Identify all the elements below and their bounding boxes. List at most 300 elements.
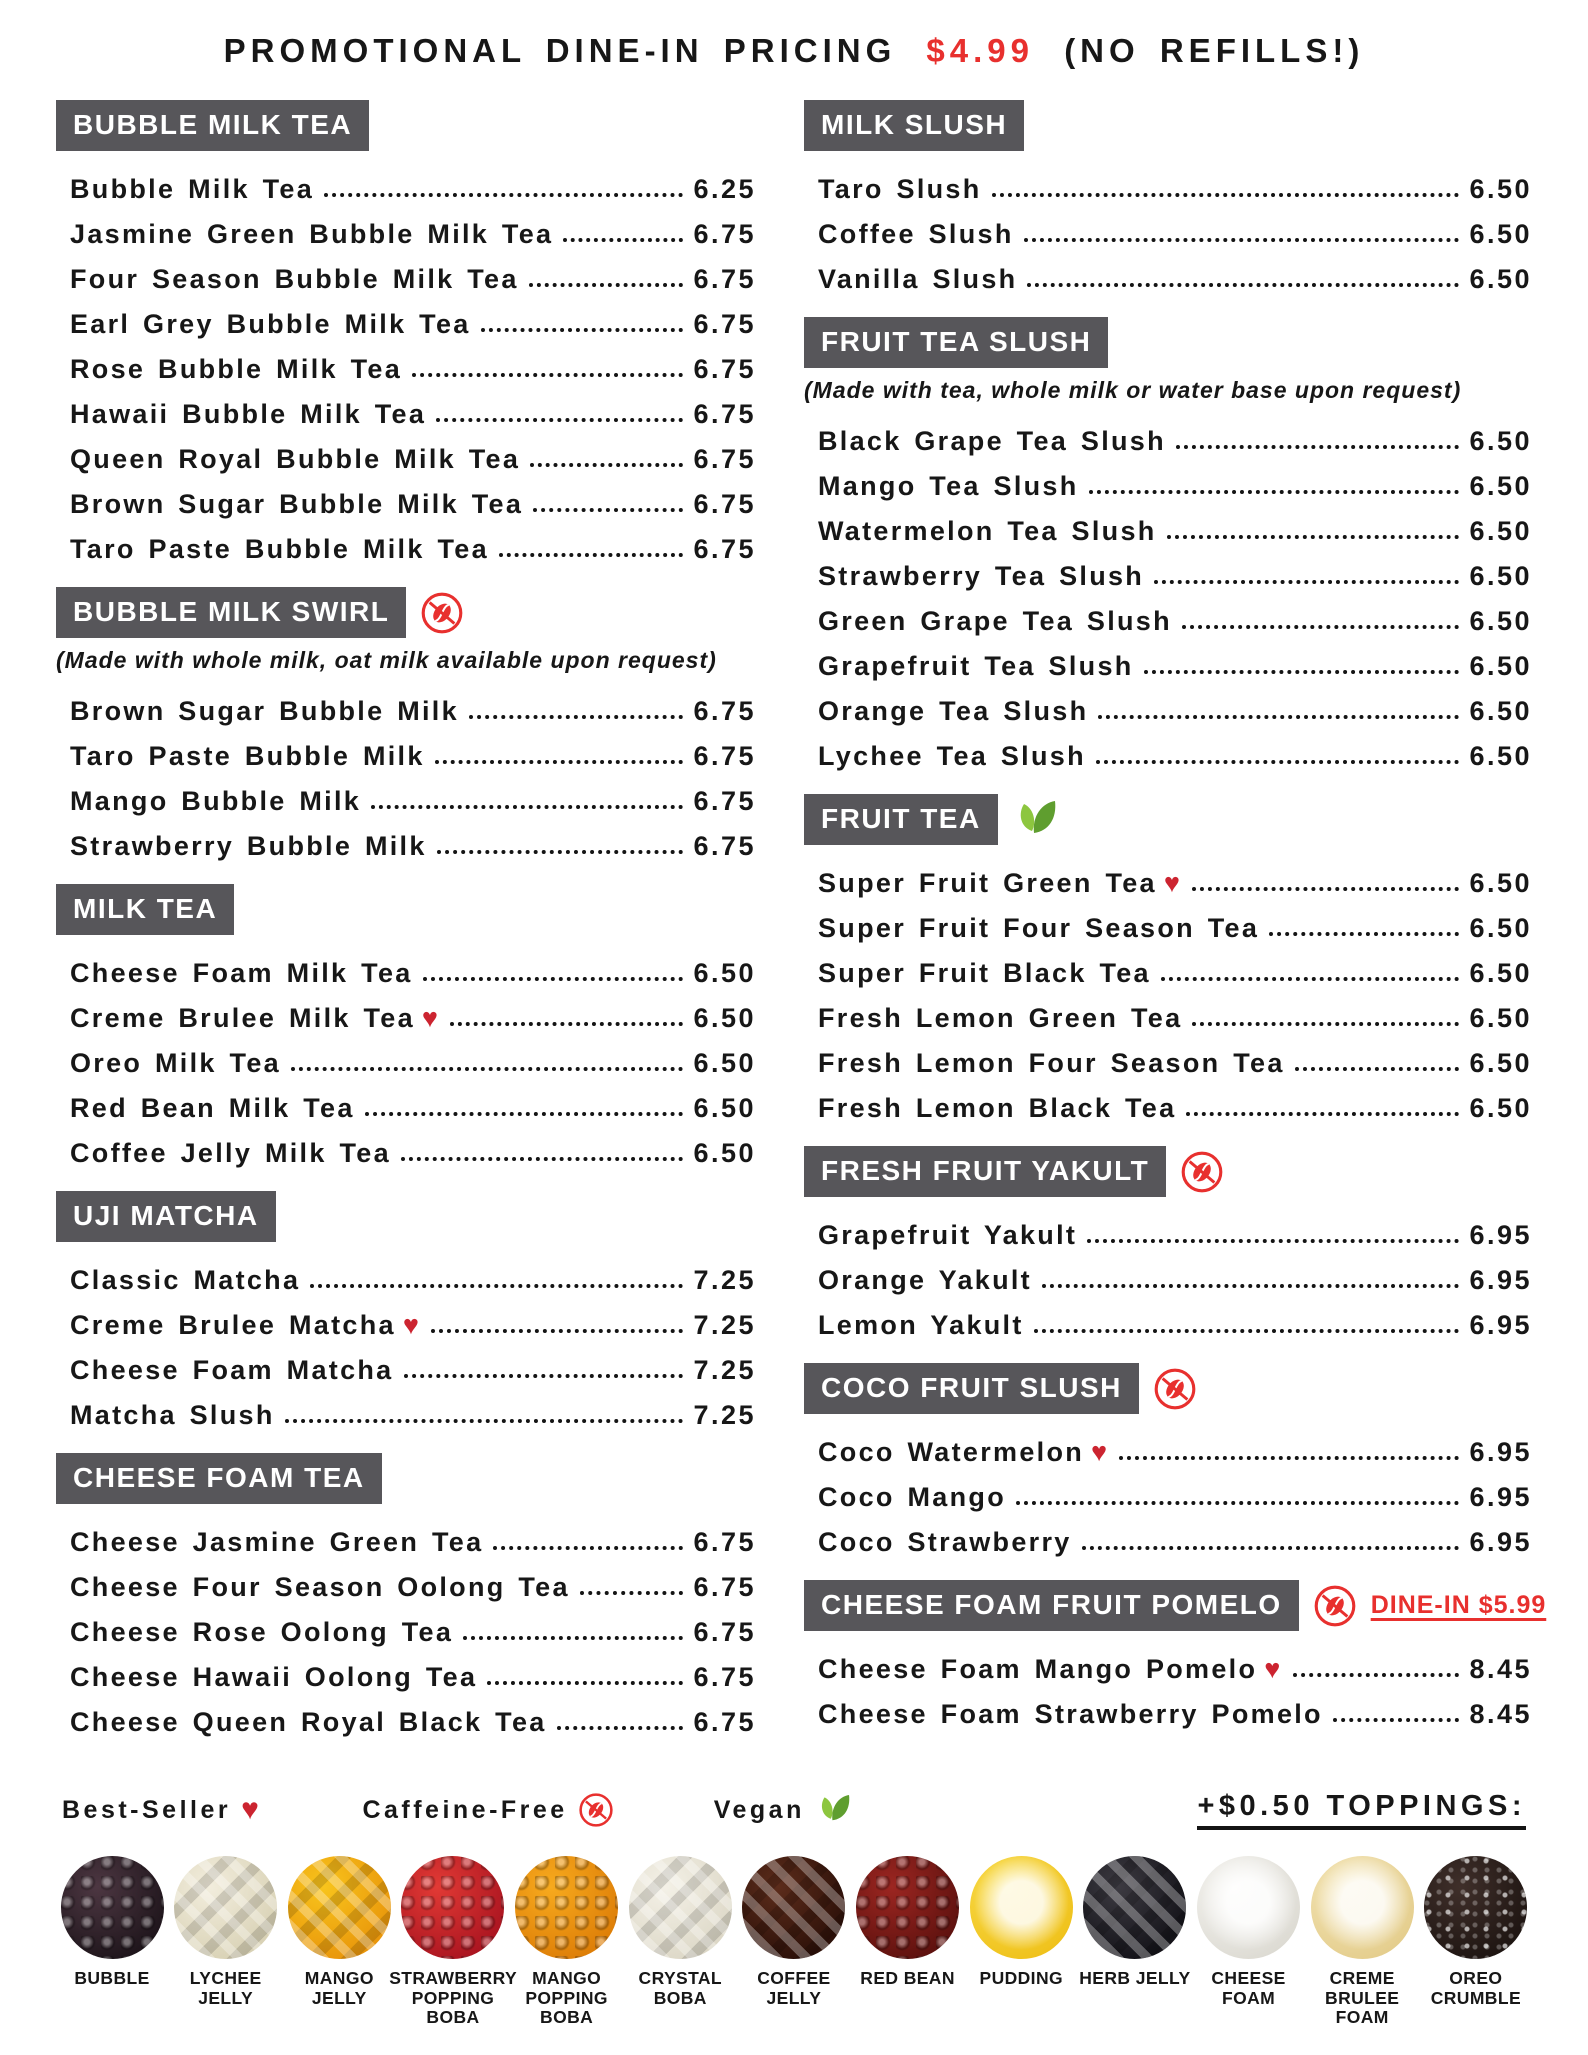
item-name-text: Oreo Milk Tea — [70, 1048, 281, 1078]
topping-label: BUBBLE — [74, 1968, 150, 1988]
menu-item-row — [56, 1558, 756, 1603]
caffeine-free-icon — [1180, 1150, 1224, 1194]
item-name — [804, 219, 1014, 250]
topping-strawberry-popping-boba — [389, 1856, 518, 2028]
item-price: 6.75 — [693, 741, 756, 771]
menu-item-row — [804, 160, 1532, 205]
item-name-text: Coco Watermelon — [818, 1437, 1085, 1467]
item-name — [56, 741, 425, 772]
dotted-leader — [1024, 238, 1460, 242]
menu-section — [56, 1191, 756, 1431]
item-name — [804, 426, 1166, 457]
menu-item-list — [804, 412, 1532, 772]
legend-vegan — [714, 1791, 853, 1829]
item-price: 6.50 — [1469, 741, 1532, 771]
item-price: 7.25 — [693, 1310, 756, 1340]
item-name-text: Fresh Lemon Black Tea — [818, 1093, 1177, 1123]
topping-label: CRYSTAL BOBA — [638, 1968, 723, 2008]
topping-label: STRAWBERRY POPPING BOBA — [389, 1968, 518, 2028]
topping-label: MANGO POPPING BOBA — [525, 1968, 608, 2028]
item-name — [804, 1048, 1285, 1079]
menu-item-row — [56, 1296, 756, 1341]
menu-item-list — [56, 682, 756, 862]
menu-item-row — [804, 637, 1532, 682]
item-name-text: Red Bean Milk Tea — [70, 1093, 355, 1123]
item-price: 6.50 — [1469, 651, 1532, 681]
item-name-text: Watermelon Tea Slush — [818, 516, 1157, 546]
menu-item-row — [804, 989, 1532, 1034]
dotted-leader — [423, 977, 684, 981]
heart-icon: ♥ — [1264, 1654, 1283, 1684]
item-price: 6.50 — [693, 958, 756, 988]
item-price: 6.75 — [693, 696, 756, 726]
vegan-icon — [815, 1791, 853, 1829]
menu-item-row — [804, 854, 1532, 899]
item-price: 6.75 — [693, 219, 756, 249]
item-price: 6.75 — [693, 489, 756, 519]
item-name-text: Mango Tea Slush — [818, 471, 1079, 501]
dine-in-badge: DINE-IN $5.99 — [1370, 1591, 1547, 1619]
item-name — [804, 1482, 1006, 1513]
item-name-text: Black Grape Tea Slush — [818, 426, 1166, 456]
item-name — [56, 444, 520, 475]
item-name-text: Rose Bubble Milk Tea — [70, 354, 403, 384]
item-price: 6.50 — [1469, 174, 1532, 204]
menu-section — [804, 1580, 1547, 1730]
menu-section — [804, 1146, 1532, 1341]
topping-image-mango-jelly — [288, 1856, 391, 1959]
menu-item-row — [56, 475, 756, 520]
item-price: 6.50 — [1469, 561, 1532, 591]
legend-row — [56, 1790, 1532, 1830]
menu-item-row — [804, 592, 1532, 637]
menu-item-row — [804, 1296, 1532, 1341]
item-price: 6.95 — [1469, 1220, 1532, 1250]
topping-cheese-foam — [1193, 1856, 1305, 2028]
dotted-leader — [533, 508, 683, 512]
dotted-leader — [324, 193, 683, 197]
menu-item-row — [804, 1468, 1532, 1513]
dotted-leader — [1042, 1284, 1459, 1288]
menu-item-list — [804, 1423, 1532, 1558]
dotted-leader — [1089, 490, 1460, 494]
item-name-text: Cheese Queen Royal Black Tea — [70, 1707, 547, 1737]
title-promo-price: $4.99 — [926, 32, 1035, 69]
menu-item-row — [804, 1685, 1532, 1730]
dotted-leader — [1027, 283, 1459, 287]
item-name-text: Hawaii Bubble Milk Tea — [70, 399, 427, 429]
menu-item-row — [804, 457, 1532, 502]
topping-image-cheese-foam — [1197, 1856, 1300, 1959]
menu-columns — [56, 100, 1547, 1760]
item-price: 6.50 — [1469, 264, 1532, 294]
menu-item-row — [804, 1513, 1532, 1558]
dotted-leader — [1016, 1501, 1459, 1505]
item-name — [56, 264, 519, 295]
section-header — [56, 1191, 756, 1242]
topping-image-coffee-jelly — [742, 1856, 845, 1959]
item-price: 6.75 — [693, 831, 756, 861]
item-price: 6.75 — [693, 399, 756, 429]
section-title: FRUIT TEA SLUSH — [804, 317, 1108, 368]
section-title: CHEESE FOAM TEA — [56, 1453, 382, 1504]
caffeine-free-icon — [420, 591, 464, 635]
menu-item-row — [804, 682, 1532, 727]
item-price: 6.75 — [693, 354, 756, 384]
dotted-leader — [310, 1284, 683, 1288]
topping-mango-popping-boba — [511, 1856, 623, 2028]
dotted-leader — [563, 238, 683, 242]
item-name-text: Brown Sugar Bubble Milk Tea — [70, 489, 524, 519]
item-name-text: Grapefruit Yakult — [818, 1220, 1078, 1250]
item-name — [804, 1003, 1182, 1034]
topping-coffee-jelly — [738, 1856, 850, 2028]
item-name-text: Classic Matcha — [70, 1265, 301, 1295]
legend-vegan-label: Vegan — [713, 1795, 805, 1824]
item-name — [804, 471, 1079, 502]
item-name — [804, 1220, 1077, 1251]
item-name-text: Strawberry Tea Slush — [818, 561, 1145, 591]
item-name — [804, 1310, 1024, 1341]
item-price: 6.50 — [693, 1003, 756, 1033]
section-header — [56, 884, 756, 935]
menu-item-row — [804, 899, 1532, 944]
menu-item-row — [804, 502, 1532, 547]
item-name — [56, 1003, 440, 1034]
dotted-leader — [1269, 932, 1459, 936]
menu-section — [56, 587, 756, 862]
legend-best-seller — [62, 1795, 262, 1825]
topping-label: RED BEAN — [860, 1968, 955, 1988]
topping-mango-jelly — [283, 1856, 395, 2028]
dotted-leader — [499, 553, 684, 557]
section-header — [804, 1363, 1532, 1414]
item-name — [56, 1662, 477, 1693]
menu-item-row — [804, 944, 1532, 989]
title-text: PROMOTIONAL DINE-IN PRICING — [223, 32, 897, 69]
item-name-text: Coco Mango — [818, 1482, 1006, 1512]
item-name-text: Cheese Foam Strawberry Pomelo — [818, 1699, 1323, 1729]
item-name-text: Super Fruit Four Season Tea — [818, 913, 1260, 943]
item-name-text: Earl Grey Bubble Milk Tea — [70, 309, 471, 339]
item-name — [56, 1310, 421, 1341]
section-title: FRUIT TEA — [804, 794, 998, 845]
menu-item-row — [56, 385, 756, 430]
dotted-leader — [1154, 580, 1459, 584]
item-name — [804, 741, 1086, 772]
item-price: 6.95 — [1469, 1527, 1532, 1557]
menu-item-list — [56, 160, 756, 565]
item-price: 6.50 — [693, 1138, 756, 1168]
menu-item-row — [56, 1341, 756, 1386]
menu-item-row — [56, 1386, 756, 1431]
item-name — [804, 516, 1157, 547]
item-price: 6.50 — [1469, 958, 1532, 988]
item-name — [56, 354, 402, 385]
section-header — [56, 100, 756, 151]
item-name — [56, 1617, 453, 1648]
item-name-text: Vanilla Slush — [818, 264, 1018, 294]
item-name-text: Taro Slush — [818, 174, 982, 204]
item-name — [56, 1527, 483, 1558]
item-name — [804, 174, 982, 205]
item-name-text: Coco Strawberry — [818, 1527, 1072, 1557]
section-header — [804, 1146, 1532, 1197]
dotted-leader — [1167, 535, 1460, 539]
item-name-text: Coffee Slush — [818, 219, 1014, 249]
menu-item-row — [56, 1251, 756, 1296]
item-name — [56, 1707, 547, 1738]
menu-section — [804, 794, 1532, 1124]
menu-section — [56, 100, 756, 565]
menu-section — [56, 884, 756, 1169]
item-name — [804, 1265, 1032, 1296]
menu-item-list — [804, 1640, 1532, 1730]
item-name-text: Super Fruit Green Tea — [818, 868, 1157, 898]
dotted-leader — [437, 850, 684, 854]
item-name — [56, 174, 314, 205]
dotted-leader — [1192, 887, 1459, 891]
topping-image-red-bean — [856, 1856, 959, 1959]
item-name-text: Super Fruit Black Tea — [818, 958, 1151, 988]
item-price: 6.75 — [693, 444, 756, 474]
menu-item-list — [804, 854, 1532, 1124]
menu-item-row — [56, 944, 756, 989]
item-name-text: Four Season Bubble Milk Tea — [70, 264, 519, 294]
section-title: MILK SLUSH — [804, 100, 1024, 151]
menu-item-list — [804, 160, 1532, 295]
menu-item-row — [804, 1640, 1532, 1685]
caffeine-free-icon — [578, 1792, 614, 1828]
section-header — [804, 794, 1532, 845]
menu-item-row — [56, 682, 756, 727]
menu-item-row — [56, 205, 756, 250]
dotted-leader — [580, 1591, 684, 1595]
menu-item-row — [56, 1693, 756, 1738]
item-name — [804, 264, 1017, 295]
topping-lychee-jelly — [170, 1856, 282, 2028]
item-price: 6.25 — [693, 174, 756, 204]
item-name-text: Cheese Rose Oolong Tea — [70, 1617, 454, 1647]
dotted-leader — [435, 760, 684, 764]
item-price: 6.75 — [693, 309, 756, 339]
dotted-leader — [469, 715, 684, 719]
item-name — [56, 831, 427, 862]
menu-item-list — [804, 1206, 1532, 1341]
legend-caffeine-free-label: Caffeine-Free — [362, 1795, 568, 1824]
item-name — [56, 399, 426, 430]
dotted-leader — [493, 1546, 683, 1550]
dotted-leader — [1182, 625, 1460, 629]
item-name-text: Cheese Foam Mango Pomelo — [818, 1654, 1258, 1684]
item-name — [56, 219, 553, 250]
menu-item-row — [804, 1251, 1532, 1296]
topping-image-bubble — [61, 1856, 164, 1959]
menu-section — [804, 1363, 1532, 1558]
item-price: 7.25 — [693, 1400, 756, 1430]
item-price: 6.50 — [1469, 426, 1532, 456]
item-name — [804, 868, 1182, 899]
item-price: 6.50 — [693, 1048, 756, 1078]
item-price: 6.95 — [1469, 1265, 1532, 1295]
toppings-row — [56, 1856, 1532, 2028]
item-name — [804, 651, 1134, 682]
item-price: 6.50 — [1469, 1048, 1532, 1078]
item-name-text: Jasmine Green Bubble Milk Tea — [70, 219, 554, 249]
topping-image-lychee-jelly — [174, 1856, 277, 1959]
dotted-leader — [481, 328, 684, 332]
item-name — [56, 1048, 281, 1079]
section-header — [56, 587, 756, 638]
item-price: 6.75 — [693, 264, 756, 294]
item-price: 6.75 — [693, 1662, 756, 1692]
dotted-leader — [557, 1726, 684, 1730]
menu-item-list — [56, 1513, 756, 1738]
item-name-text: Coffee Jelly Milk Tea — [70, 1138, 391, 1168]
dotted-leader — [487, 1681, 683, 1685]
menu-item-row — [56, 727, 756, 772]
item-name — [804, 1093, 1176, 1124]
topping-image-crystal-boba — [629, 1856, 732, 1959]
caffeine-free-icon — [1313, 1584, 1357, 1628]
menu-item-row — [56, 160, 756, 205]
legend-best-seller-label: Best-Seller — [62, 1795, 232, 1824]
topping-image-mango-popping-boba — [515, 1856, 618, 1959]
dotted-leader — [992, 193, 1460, 197]
item-price: 6.75 — [693, 786, 756, 816]
dotted-leader — [1098, 715, 1459, 719]
heart-icon: ♥ — [1091, 1437, 1110, 1467]
item-price: 6.50 — [1469, 696, 1532, 726]
item-price: 6.95 — [1469, 1310, 1532, 1340]
item-price: 6.95 — [1469, 1437, 1532, 1467]
caffeine-free-icon — [1153, 1367, 1197, 1411]
dotted-leader — [291, 1067, 683, 1071]
column-left — [56, 100, 756, 1760]
section-title: UJI MATCHA — [56, 1191, 276, 1242]
item-price: 6.50 — [1469, 1093, 1532, 1123]
item-name — [804, 1437, 1109, 1468]
menu-section — [804, 100, 1532, 295]
topping-bubble — [56, 1856, 168, 2028]
item-name — [56, 309, 471, 340]
item-name — [804, 913, 1259, 944]
heart-icon: ♥ — [421, 1003, 441, 1033]
topping-creme-brulee-foam — [1306, 1856, 1418, 2028]
section-header — [804, 1580, 1547, 1631]
dotted-leader — [1192, 1022, 1459, 1026]
item-name-text: Lychee Tea Slush — [818, 741, 1086, 771]
topping-label: CHEESE FOAM — [1211, 1968, 1286, 2008]
menu-item-row — [56, 772, 756, 817]
item-price: 6.75 — [693, 1572, 756, 1602]
dotted-leader — [412, 373, 683, 377]
item-price: 7.25 — [693, 1355, 756, 1385]
menu-item-row — [804, 1079, 1532, 1124]
menu-item-row — [804, 1423, 1532, 1468]
item-name — [56, 1265, 300, 1296]
title-suffix: (NO REFILLS!) — [1064, 32, 1365, 69]
item-name-text: Mango Bubble Milk — [70, 786, 362, 816]
dotted-leader — [431, 1329, 683, 1333]
heart-icon: ♥ — [402, 1310, 422, 1340]
dotted-leader — [1161, 977, 1460, 981]
item-price: 8.45 — [1469, 1654, 1532, 1684]
item-name — [804, 1699, 1323, 1730]
dotted-leader — [529, 283, 684, 287]
menu-item-row — [56, 520, 756, 565]
vegan-icon — [1012, 796, 1060, 844]
menu-item-row — [56, 1513, 756, 1558]
item-name — [56, 958, 413, 989]
topping-label: OREO CRUMBLE — [1430, 1968, 1522, 2008]
item-name-text: Strawberry Bubble Milk — [70, 831, 427, 861]
item-name — [56, 534, 489, 565]
menu-item-row — [804, 1206, 1532, 1251]
menu-item-row — [56, 1079, 756, 1124]
menu-item-row — [56, 989, 756, 1034]
dotted-leader — [1293, 1673, 1460, 1677]
section-title: FRESH FRUIT YAKULT — [804, 1146, 1166, 1197]
item-name — [804, 1527, 1072, 1558]
dotted-leader — [1144, 670, 1460, 674]
column-right — [804, 100, 1547, 1752]
item-name-text: Taro Paste Bubble Milk Tea — [70, 534, 489, 564]
dotted-leader — [1333, 1718, 1460, 1722]
menu-item-row — [56, 430, 756, 475]
menu-section — [56, 1453, 756, 1738]
topping-oreo-crumble — [1420, 1856, 1532, 2028]
item-name — [804, 696, 1088, 727]
toppings-heading: +$0.50 TOPPINGS: — [1197, 1790, 1526, 1830]
menu-item-row — [56, 250, 756, 295]
item-price: 6.50 — [1469, 606, 1532, 636]
menu-item-row — [804, 205, 1532, 250]
item-price: 6.75 — [693, 1527, 756, 1557]
item-name-text: Cheese Foam Milk Tea — [70, 958, 413, 988]
dotted-leader — [1295, 1067, 1460, 1071]
item-name — [56, 696, 459, 727]
item-name-text: Fresh Lemon Green Tea — [818, 1003, 1183, 1033]
section-title: CHEESE FOAM FRUIT POMELO — [804, 1580, 1299, 1631]
menu-item-row — [804, 547, 1532, 592]
dotted-leader — [463, 1636, 683, 1640]
item-price: 6.75 — [693, 1617, 756, 1647]
item-price: 6.75 — [693, 534, 756, 564]
menu-item-row — [804, 727, 1532, 772]
section-title: COCO FRUIT SLUSH — [804, 1363, 1139, 1414]
item-name-text: Taro Paste Bubble Milk — [70, 741, 425, 771]
item-name-text: Fresh Lemon Four Season Tea — [818, 1048, 1285, 1078]
item-name-text: Creme Brulee Milk Tea — [70, 1003, 415, 1033]
heart-icon: ♥ — [1163, 868, 1183, 898]
menu-item-row — [56, 1034, 756, 1079]
item-name-text: Brown Sugar Bubble Milk — [70, 696, 459, 726]
item-name — [56, 1572, 570, 1603]
menu-item-row — [56, 1648, 756, 1693]
item-price: 6.50 — [1469, 516, 1532, 546]
item-name-text: Lemon Yakult — [818, 1310, 1024, 1340]
topping-label: HERB JELLY — [1079, 1968, 1191, 1988]
item-name-text: Cheese Four Season Oolong Tea — [70, 1572, 570, 1602]
item-name — [56, 1093, 355, 1124]
topping-label: LYCHEE JELLY — [189, 1968, 262, 2008]
menu-item-row — [804, 1034, 1532, 1079]
section-title: MILK TEA — [56, 884, 234, 935]
dotted-leader — [1176, 445, 1460, 449]
item-name — [56, 489, 523, 520]
dotted-leader — [401, 1157, 684, 1161]
